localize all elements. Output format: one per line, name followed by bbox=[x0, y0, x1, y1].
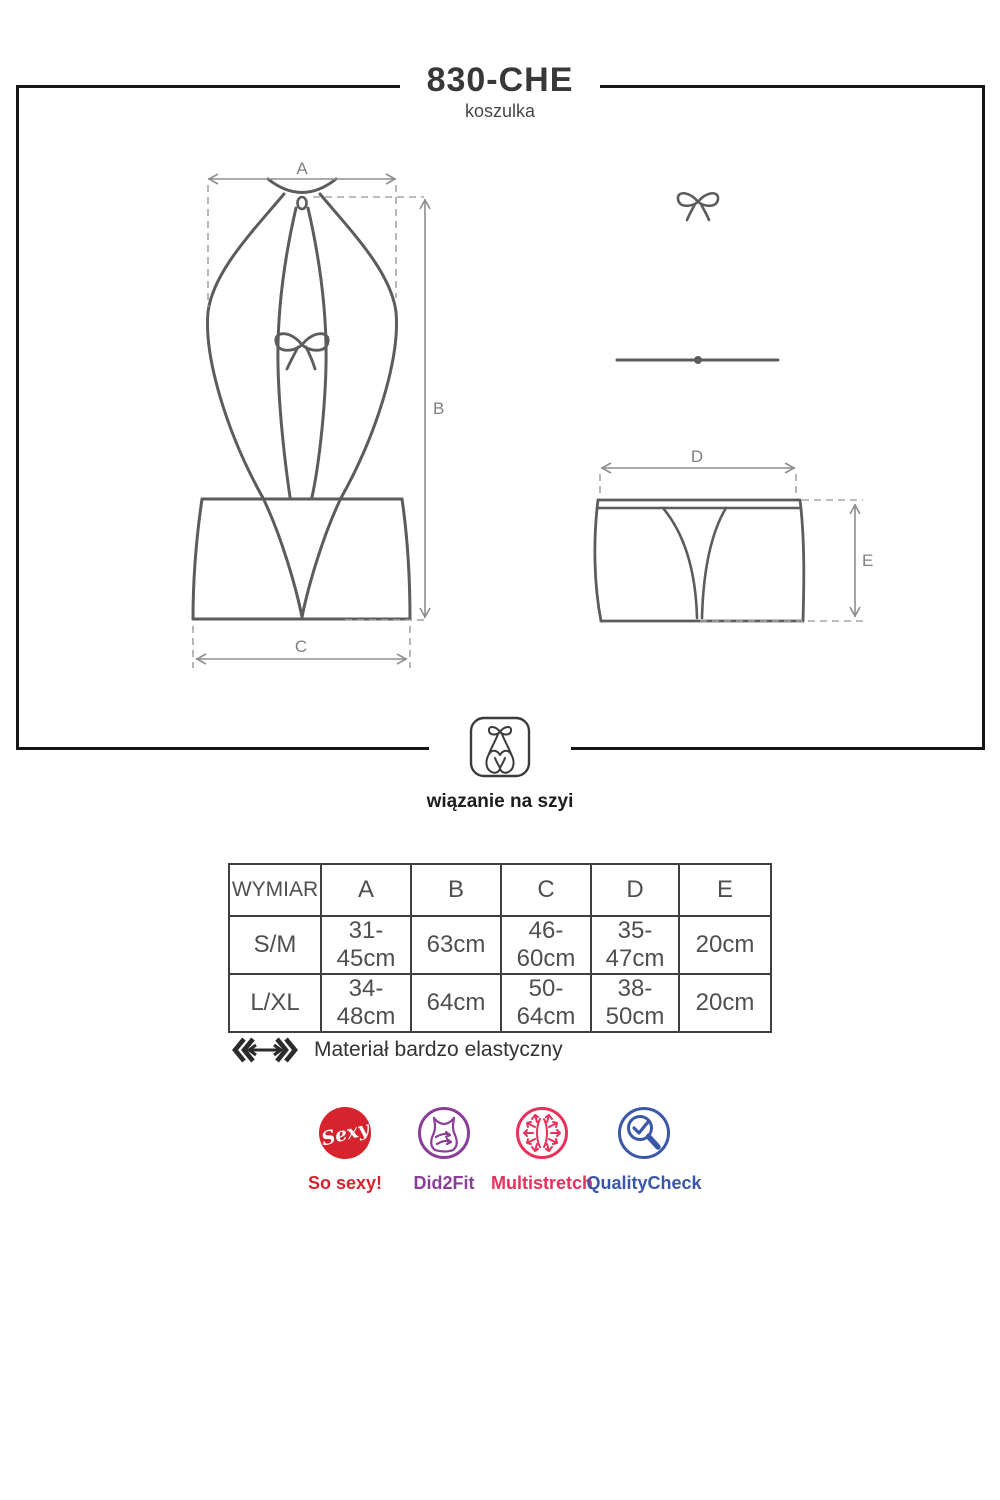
value-c: 46-60cm bbox=[501, 916, 591, 974]
feature-icon-wrap bbox=[429, 710, 571, 787]
dimension-b bbox=[313, 197, 444, 620]
value-b: 63cm bbox=[411, 916, 501, 974]
value-e: 20cm bbox=[679, 974, 771, 1032]
value-a: 34-48cm bbox=[321, 974, 411, 1032]
sexy-circle-text: Sexy bbox=[319, 1117, 372, 1151]
dimension-d-label: D bbox=[690, 447, 704, 466]
header bbox=[400, 60, 600, 126]
dimension-a bbox=[208, 159, 396, 307]
size-table bbox=[228, 863, 772, 1033]
dimension-c bbox=[193, 626, 410, 668]
badge-label: Did2Fit bbox=[413, 1173, 475, 1193]
multistretch-icon bbox=[515, 1106, 569, 1160]
sexy-icon bbox=[318, 1106, 372, 1160]
col-header-c: C bbox=[501, 864, 591, 916]
col-header-e: E bbox=[679, 864, 771, 916]
badge-qualitycheck bbox=[584, 1106, 704, 1194]
col-header-d: D bbox=[591, 864, 679, 916]
product-code: 830-CHE bbox=[426, 61, 574, 99]
did2fit-icon bbox=[417, 1106, 471, 1160]
dimension-e-label: E bbox=[862, 551, 874, 570]
product-type: koszulka bbox=[464, 101, 536, 121]
material-note-text: Materiał bardzo elastyczny bbox=[314, 1038, 563, 1061]
waist-strap-drawing bbox=[617, 356, 778, 364]
value-b: 64cm bbox=[411, 974, 501, 1032]
size-label: S/M bbox=[229, 916, 321, 974]
table-header-row bbox=[229, 864, 771, 916]
dimension-e bbox=[700, 500, 873, 621]
material-note bbox=[232, 1036, 563, 1064]
table-row-lxl bbox=[229, 974, 771, 1032]
value-a: 31-45cm bbox=[321, 916, 411, 974]
dimension-d bbox=[600, 447, 796, 497]
stretch-arrows-icon bbox=[232, 1036, 298, 1064]
dimension-b-label: B bbox=[433, 399, 445, 418]
badge-label: QualityCheck bbox=[586, 1173, 702, 1193]
dimension-a-label: A bbox=[296, 159, 308, 178]
qualitycheck-icon bbox=[617, 1106, 671, 1160]
value-c: 50-64cm bbox=[501, 974, 591, 1032]
table-row-sm bbox=[229, 916, 771, 974]
col-header-b: B bbox=[411, 864, 501, 916]
value-e: 20cm bbox=[679, 916, 771, 974]
teddy-with-neck-tie-icon bbox=[469, 716, 531, 780]
feature-label: wiązanie na szyi bbox=[426, 791, 574, 812]
badge-label: Multistretch bbox=[490, 1173, 593, 1193]
badge-label: So sexy! bbox=[307, 1173, 383, 1193]
chemise-front-drawing bbox=[193, 179, 410, 619]
col-header-a: A bbox=[321, 864, 411, 916]
value-d: 35-47cm bbox=[591, 916, 679, 974]
dimension-c-label: C bbox=[294, 637, 308, 656]
size-label: L/XL bbox=[229, 974, 321, 1032]
value-d: 38-50cm bbox=[591, 974, 679, 1032]
neck-tie-feature bbox=[400, 710, 600, 813]
waist-bow-icon bbox=[276, 334, 328, 369]
shorts-back-drawing bbox=[595, 500, 804, 621]
col-header-wymiar: WYMIAR bbox=[229, 864, 321, 916]
neck-tie-drawing bbox=[678, 193, 718, 220]
